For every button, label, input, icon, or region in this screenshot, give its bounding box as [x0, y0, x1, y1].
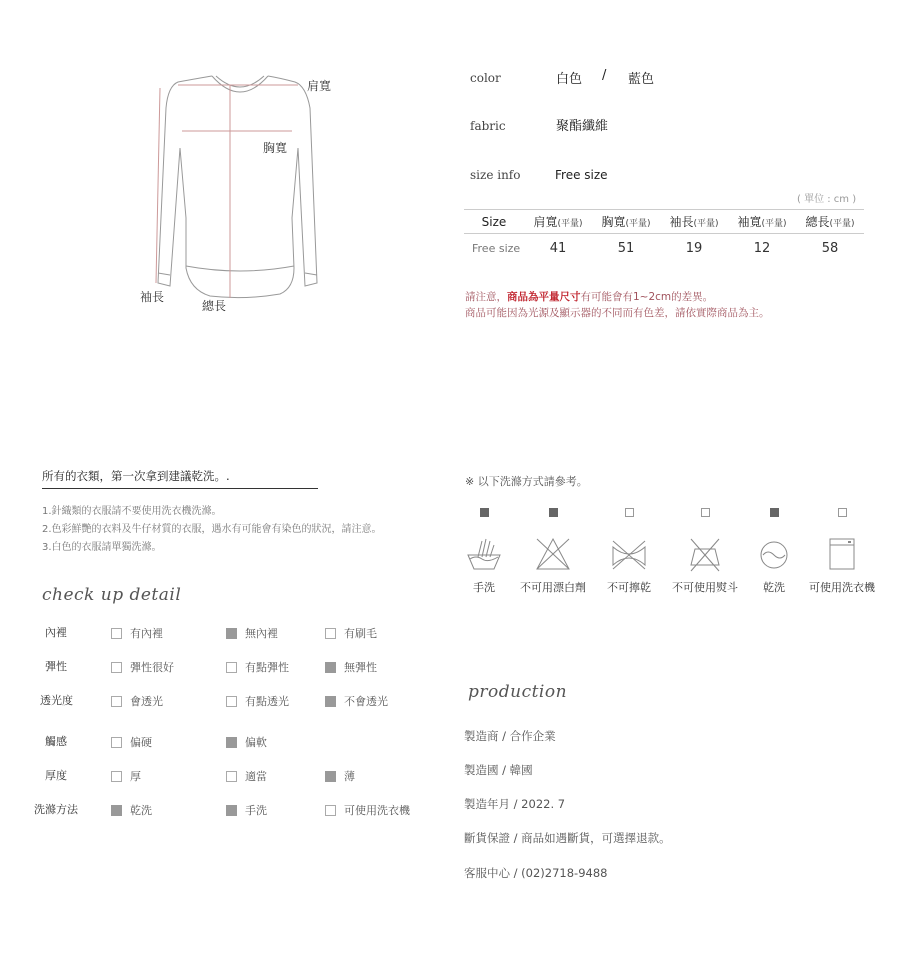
- no-wring-icon: [587, 535, 671, 573]
- detail-option-label: 偏軟: [245, 736, 267, 749]
- detail-option: [226, 625, 278, 641]
- size-row-label: Free size: [472, 242, 521, 256]
- production-line: 製造商 / 合作企業: [464, 729, 556, 743]
- wash-label: 可使用洗衣機: [809, 581, 875, 594]
- detail-option-label: 偏硬: [130, 736, 152, 749]
- detail-option: [111, 768, 141, 784]
- size-cell: 41: [549, 241, 567, 257]
- detail-option-label: 薄: [344, 770, 355, 783]
- no-bleach-icon: [511, 535, 595, 573]
- detail-option: [111, 802, 152, 818]
- unchecked-box-icon: [226, 662, 237, 673]
- unchecked-box-icon: [625, 508, 634, 517]
- size-cell: 12: [753, 241, 771, 257]
- detail-option-label: 有點彈性: [245, 661, 289, 674]
- size-table-header: 肩寬(平量): [524, 210, 592, 234]
- unchecked-box-icon: [111, 771, 122, 782]
- unchecked-box-icon: [325, 805, 336, 816]
- unit-note: ( 單位 : cm ): [797, 194, 857, 205]
- detail-option-label: 手洗: [245, 804, 267, 817]
- detail-option-label: 適當: [245, 770, 267, 783]
- detail-option-label: 無內裡: [245, 627, 278, 640]
- detail-option-label: 可使用洗衣機: [344, 804, 410, 817]
- unchecked-box-icon: [226, 696, 237, 707]
- production-line: 製造國 / 韓國: [464, 763, 533, 777]
- size-table-header: 總長(平量): [796, 210, 864, 234]
- checked-box-icon: [325, 696, 336, 707]
- detail-title: check up detail: [42, 585, 182, 605]
- detail-option: [325, 659, 377, 675]
- unchecked-box-icon: [701, 508, 710, 517]
- size-cell: 19: [685, 241, 703, 257]
- detail-row-label: 洗滌方法: [34, 803, 78, 816]
- size-info-label: size info: [470, 168, 521, 182]
- detail-option: [111, 734, 152, 750]
- detail-option-label: 不會透光: [344, 695, 388, 708]
- detail-option: [325, 625, 377, 641]
- wash-label: 手洗: [473, 581, 495, 594]
- wash-item: [511, 508, 595, 595]
- size-table: [464, 209, 864, 264]
- detail-row-label: 厚度: [45, 769, 67, 782]
- color-value-blue: 藍色: [628, 72, 655, 87]
- checked-box-icon: [226, 805, 237, 816]
- detail-option: [111, 693, 163, 709]
- detail-option-label: 彈性很好: [130, 661, 174, 674]
- detail-option: [325, 802, 410, 818]
- wash-label: 不可使用熨斗: [672, 581, 738, 594]
- detail-row-label: 內裡: [45, 626, 67, 639]
- detail-option: [226, 768, 267, 784]
- checked-box-icon: [770, 508, 779, 517]
- checked-box-icon: [325, 771, 336, 782]
- detail-option: [325, 768, 355, 784]
- production-title: production: [468, 682, 568, 702]
- detail-row-label: 觸感: [45, 735, 67, 748]
- production-line: 斷貨保證 / 商品如遇斷貨，可選擇退款。: [464, 831, 671, 845]
- wash-label: 不可擰乾: [607, 581, 651, 594]
- detail-option: [111, 625, 163, 641]
- detail-option-label: 無彈性: [344, 661, 377, 674]
- checked-box-icon: [325, 662, 336, 673]
- size-table-header: 袖長(平量): [660, 210, 728, 234]
- detail-option-label: 有內裡: [130, 627, 163, 640]
- detail-row-label: 彈性: [45, 660, 67, 673]
- unchecked-box-icon: [111, 737, 122, 748]
- detail-option-label: 有點透光: [245, 695, 289, 708]
- sweater-diagram: [130, 68, 340, 318]
- detail-option: [325, 693, 388, 709]
- size-table-header: 袖寬(平量): [728, 210, 796, 234]
- color-value-white: 白色: [556, 72, 583, 87]
- detail-option: [111, 659, 174, 675]
- detail-option: [226, 734, 267, 750]
- sleeve-label: 袖長: [140, 290, 165, 304]
- detail-option-label: 有刷毛: [344, 627, 377, 640]
- unchecked-box-icon: [111, 696, 122, 707]
- checked-box-icon: [480, 508, 489, 517]
- production-line: 客服中心 / (02)2718-9488: [464, 866, 608, 880]
- fabric-label: fabric: [470, 119, 506, 133]
- detail-row-label: 透光度: [40, 694, 73, 707]
- production-line: 製造年月 / 2022. 7: [464, 797, 566, 811]
- size-table-header: 胸寬(平量): [592, 210, 660, 234]
- length-label: 總長: [202, 299, 227, 313]
- detail-option-label: 厚: [130, 770, 141, 783]
- unchecked-box-icon: [111, 662, 122, 673]
- table-row: [464, 234, 864, 264]
- checked-box-icon: [111, 805, 122, 816]
- detail-option: [226, 659, 289, 675]
- wash-label: 不可用漂白劑: [520, 581, 586, 594]
- detail-option: [226, 693, 289, 709]
- unchecked-box-icon: [226, 771, 237, 782]
- size-note: 請注意，商品為平量尺寸有可能會有1~2cm的差異。: [465, 291, 714, 303]
- checked-box-icon: [226, 737, 237, 748]
- color-label: color: [470, 71, 501, 85]
- unchecked-box-icon: [111, 628, 122, 639]
- unchecked-box-icon: [838, 508, 847, 517]
- machine-wash-icon: [800, 535, 884, 573]
- detail-option-label: 會透光: [130, 695, 163, 708]
- checked-box-icon: [549, 508, 558, 517]
- chest-label: 胸寬: [263, 141, 288, 155]
- detail-option: [226, 802, 267, 818]
- wash-item: [587, 508, 671, 595]
- wash-item: [800, 508, 884, 595]
- checked-box-icon: [226, 628, 237, 639]
- size-table-corner: Size: [464, 210, 524, 234]
- wash-note: ※ 以下洗滌方式請參考。: [465, 475, 588, 488]
- shoulder-label: 肩寬: [307, 79, 332, 93]
- unchecked-box-icon: [325, 628, 336, 639]
- color-separator: /: [602, 68, 607, 83]
- care-line: 3.白色的衣服請單獨洗滌。: [42, 542, 162, 553]
- size-info-value: Free size: [555, 168, 608, 182]
- size-cell: 58: [821, 241, 839, 257]
- detail-option-label: 乾洗: [130, 804, 152, 817]
- wash-label: 乾洗: [763, 581, 785, 594]
- care-line: 1.針織類的衣服請不要使用洗衣機洗滌。: [42, 506, 222, 517]
- care-line: 2.色彩鮮艷的衣料及牛仔材質的衣服，遇水有可能會有染色的狀況，請注意。: [42, 524, 382, 535]
- care-title: 所有的衣類，第一次拿到建議乾洗。.: [42, 468, 318, 489]
- color-note: 商品可能因為光源及顯示器的不同而有色差，請依實際商品為主。: [465, 307, 770, 319]
- fabric-value: 聚酯纖維: [556, 119, 609, 134]
- size-cell: 51: [617, 241, 635, 257]
